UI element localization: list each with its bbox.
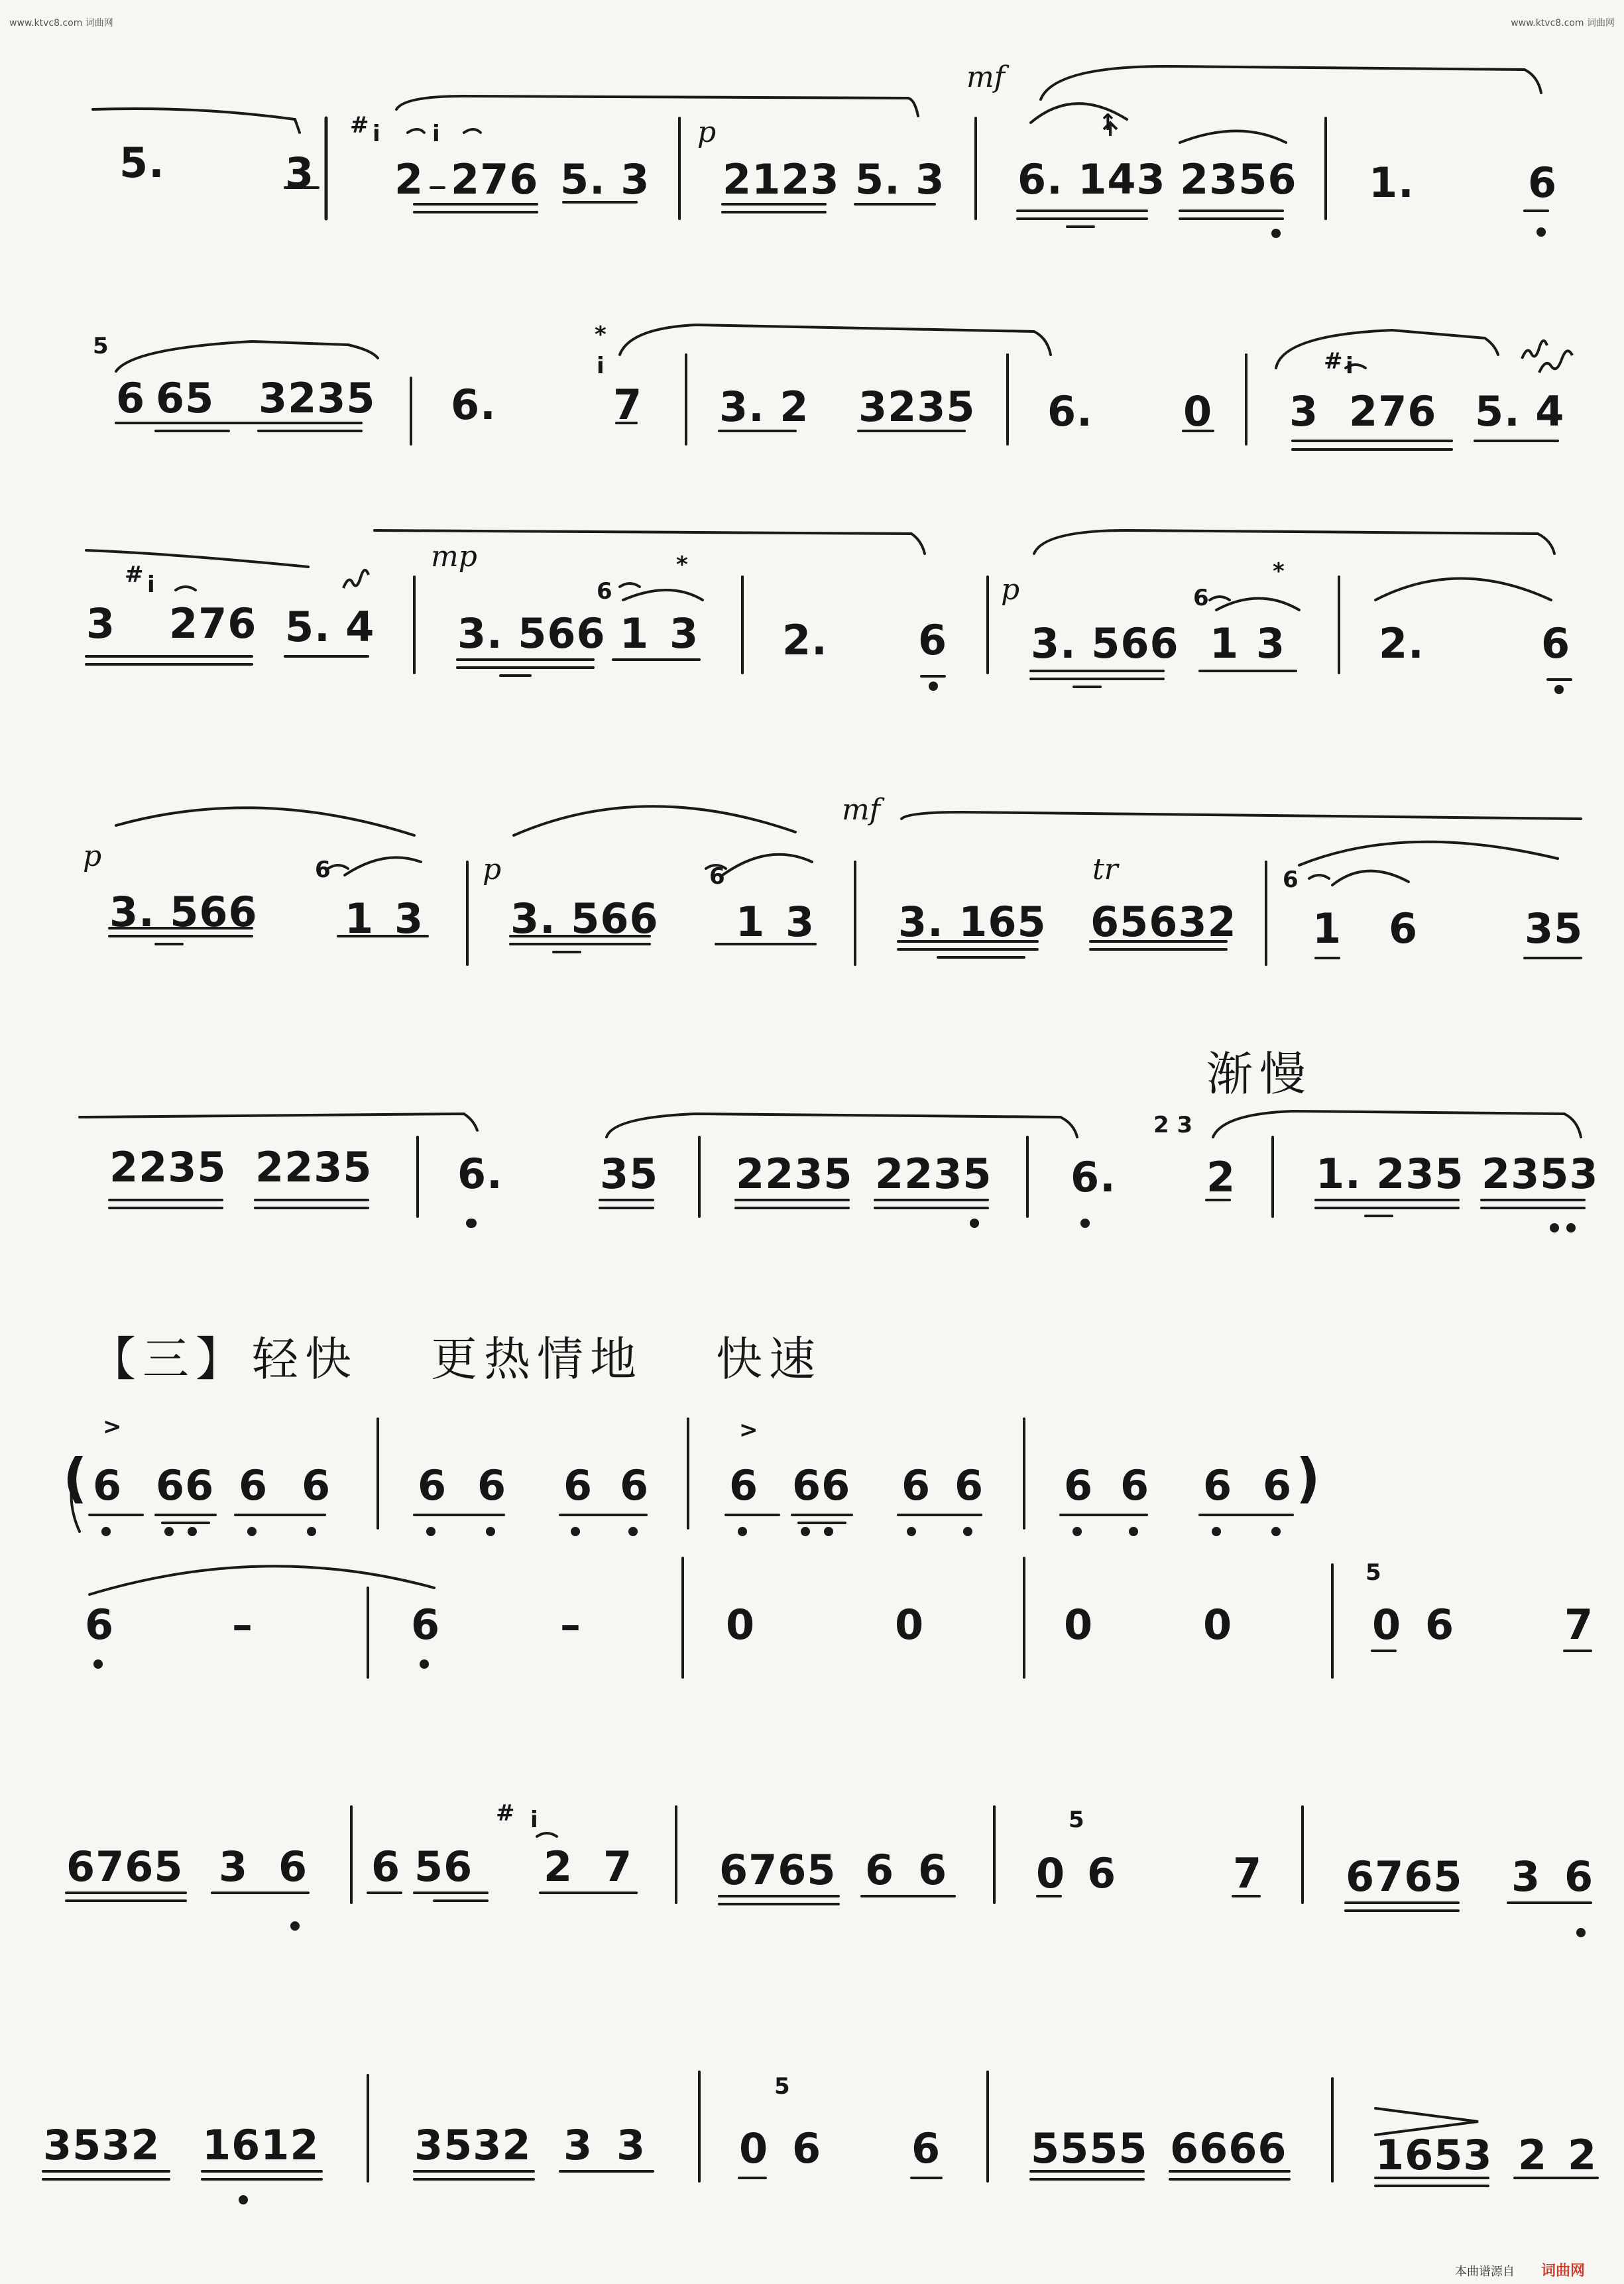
note: 3 [669, 609, 699, 658]
grace-note: i [432, 121, 440, 147]
trill-sign: tr [1092, 853, 1118, 886]
note: 3532 [414, 2121, 532, 2169]
note: 5. 3 [560, 155, 650, 204]
note: 6 [85, 1600, 115, 1649]
note: 2353 [1481, 1150, 1599, 1198]
accent-mark: > [103, 1413, 122, 1440]
dynamic-p: p [1001, 573, 1020, 607]
note: 1612 [202, 2121, 319, 2169]
grace-note: i [1346, 353, 1354, 379]
note: 2 [394, 155, 424, 204]
rest: 0 [1036, 1849, 1066, 1897]
dynamic-p: p [483, 853, 502, 886]
note: 6. [451, 381, 496, 429]
note: 3. 566 [1031, 619, 1179, 668]
note: 6 [792, 2124, 822, 2173]
note: 6666 [1170, 2124, 1287, 2173]
note: 1 [736, 898, 766, 946]
grace-note: 6 [709, 863, 725, 890]
note: 3 [394, 894, 424, 943]
note: 35 [1525, 904, 1584, 953]
note: 66 [156, 1461, 215, 1510]
note: 2 [1518, 2131, 1548, 2179]
left-paren: ( [63, 1447, 88, 1509]
star-sign: * [1273, 558, 1285, 585]
note: 3532 [43, 2121, 160, 2169]
note: 2356 [1180, 155, 1297, 204]
note: 2235 [736, 1150, 853, 1198]
note: 5555 [1031, 2124, 1148, 2173]
grace-note: 5 [774, 2073, 790, 2100]
note: 6 [1263, 1461, 1293, 1510]
note: 7 [1564, 1600, 1594, 1649]
note: 2123 [723, 155, 840, 204]
note: 5. [119, 139, 165, 187]
note: 3 [563, 2121, 593, 2169]
dynamic-mp: mp [431, 540, 477, 573]
note: 6 [93, 1461, 123, 1510]
grace-note: i [147, 571, 155, 598]
rest: 0 [1203, 1600, 1233, 1649]
note: 6765 [719, 1846, 837, 1894]
note: 6 [1064, 1461, 1094, 1510]
dynamic-p: p [83, 839, 102, 873]
grace-note: 6 [1283, 867, 1299, 893]
note: 3 [616, 2121, 646, 2169]
note: 2 [544, 1842, 573, 1891]
note: 65632 [1090, 898, 1237, 946]
note: 6 [955, 1461, 984, 1510]
star-sign: * [676, 552, 688, 578]
note: 3 [285, 149, 315, 197]
sharp-sign: # [125, 562, 144, 588]
note: 2235 [875, 1150, 992, 1198]
note: 2 [1206, 1153, 1236, 1201]
note: 276 [169, 599, 257, 648]
note: 6 [1541, 619, 1571, 668]
note: 1 [1210, 619, 1240, 668]
note: 3 [86, 599, 116, 648]
grace-note: 6 [597, 578, 612, 605]
note: 3 [1511, 1852, 1541, 1901]
note: 6 [901, 1461, 931, 1510]
note: 276 [451, 155, 539, 204]
tempo-marking: 轻快 [252, 1332, 358, 1386]
dynamic-mf: mf [966, 60, 1006, 94]
note: 6. [457, 1150, 503, 1198]
header-right: www.ktvc8.com 词曲网 [1511, 18, 1615, 29]
note: 1. [1369, 158, 1415, 207]
note: 6 [1389, 904, 1419, 953]
note: 6 [1528, 158, 1558, 207]
grace-note: i [373, 121, 380, 147]
note: 6 [418, 1461, 447, 1510]
note: 6 [239, 1461, 268, 1510]
rest: 0 [1372, 1600, 1402, 1649]
note: 0 [1183, 387, 1213, 436]
note: 65 [156, 374, 215, 422]
note: 6 [865, 1846, 895, 1894]
arrow-icon: ↑ [1098, 109, 1118, 136]
grace-note: 5 [1365, 1559, 1381, 1586]
note: 1. 235 [1316, 1150, 1464, 1198]
grace-note: 6 [315, 857, 331, 883]
rest: 0 [895, 1600, 925, 1649]
note: 6 [278, 1842, 308, 1891]
tempo-marking: 快速 [716, 1332, 822, 1386]
note: 3235 [259, 374, 376, 422]
dynamic-mf: mf [842, 793, 881, 827]
note: 6 [116, 374, 146, 422]
section-label: 【三】 [89, 1332, 249, 1386]
note: 6. [1047, 387, 1093, 436]
note: 2235 [255, 1143, 373, 1191]
footer-text: 本曲谱源自 [1455, 2265, 1515, 2279]
note: 1653 [1375, 2131, 1493, 2179]
note: 6765 [66, 1842, 184, 1891]
note: 6 [411, 1600, 441, 1649]
note: 5. 3 [855, 155, 945, 204]
rest-dash: – [232, 1600, 253, 1649]
note: 6 [1203, 1461, 1233, 1510]
note: 6 [1564, 1852, 1594, 1901]
note: 7 [603, 1842, 633, 1891]
note: 2. [1379, 619, 1424, 668]
note: 276 [1349, 387, 1437, 436]
note: 7 [1233, 1849, 1263, 1897]
note: 6 [371, 1842, 401, 1891]
note: 2 [1568, 2131, 1597, 2179]
note: 6 [729, 1461, 759, 1510]
note: 3. 566 [457, 609, 606, 658]
note: 6 [477, 1461, 507, 1510]
sharp-sign: # [496, 1800, 515, 1827]
dynamic-p: p [697, 115, 717, 149]
grace-note: i [530, 1807, 538, 1833]
note: 6 [1087, 1849, 1117, 1897]
grace-note: 5 [93, 333, 109, 359]
note: 2235 [109, 1143, 227, 1191]
note: 3 [1256, 619, 1286, 668]
note: 3 [1289, 387, 1319, 436]
sharp-sign: # [1324, 348, 1343, 375]
rest: 0 [1064, 1600, 1094, 1649]
tempo-marking: 更热情地 [431, 1332, 643, 1386]
note: 3. 566 [109, 888, 258, 936]
note: 7 [613, 381, 643, 429]
tempo-marking: 渐慢 [1206, 1047, 1312, 1101]
note: 6 [563, 1461, 593, 1510]
right-paren: ) [1296, 1447, 1321, 1509]
grace-note: 6 [1193, 585, 1209, 611]
note: 2. [782, 616, 828, 664]
note: 6 [1120, 1461, 1150, 1510]
rest: 0 [739, 2124, 769, 2173]
note: 3 [785, 898, 815, 946]
grace-note: 2 3 [1153, 1112, 1193, 1138]
note: 3235 [858, 383, 976, 431]
note: 66 [792, 1461, 851, 1510]
sharp-sign: # [350, 112, 369, 139]
note: 6 [911, 2124, 941, 2173]
note: 5. 4 [1475, 387, 1565, 436]
note: 3. 165 [898, 898, 1047, 946]
note: 56 [414, 1842, 473, 1891]
rest-dash: – [560, 1600, 581, 1649]
header-left: www.ktvc8.com 词曲网 [9, 18, 113, 29]
note: 3. 566 [510, 894, 659, 943]
note: 1 [620, 609, 650, 658]
note: 6. [1071, 1153, 1116, 1201]
grace-note: i [597, 353, 605, 379]
note: 6 [918, 616, 948, 664]
rest: 0 [726, 1600, 756, 1649]
grace-note: 5 [1069, 1807, 1084, 1833]
note: 1 [1312, 904, 1342, 953]
accent-mark: > [739, 1417, 758, 1443]
note: 3 [219, 1842, 249, 1891]
note: 6 [620, 1461, 650, 1510]
note: 35 [600, 1150, 659, 1198]
note: 3. 2 [719, 383, 809, 431]
note: 6 [302, 1461, 331, 1510]
note: 1 [345, 894, 375, 943]
star-sign: * [595, 322, 607, 348]
note: 6 [918, 1846, 948, 1894]
footer-site[interactable]: 词曲网 [1541, 2263, 1586, 2279]
note: 6765 [1346, 1852, 1463, 1901]
note: 5. 4 [285, 603, 375, 651]
note: 6. 143 [1017, 155, 1166, 204]
note: 6 [1425, 1600, 1455, 1649]
